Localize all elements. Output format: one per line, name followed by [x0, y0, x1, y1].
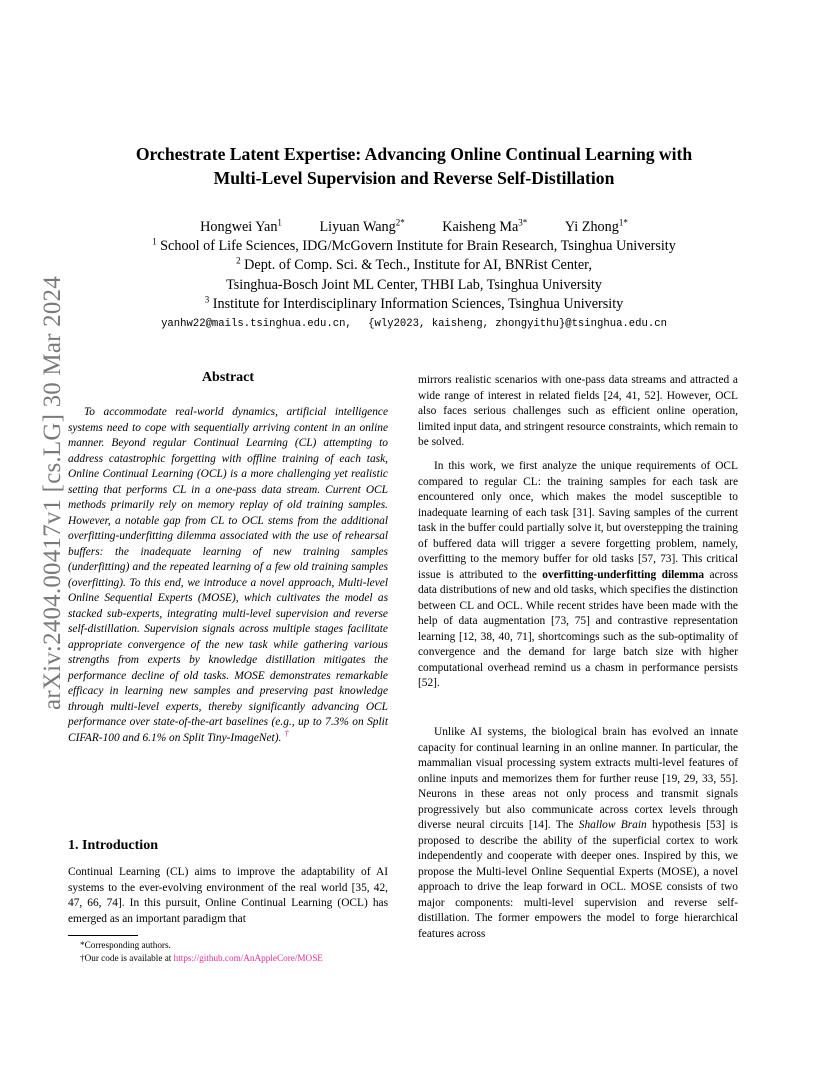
body-paragraph: Unlike AI systems, the biological brain has evolved an innate capacity for continual learning in an online manner. In particular, the mammalian visual processing system extracts multi-level features of online inputs and memorizes them for further reuse [19, 29, 33, 55]. Neurons in these areas not only process and transmit signals progressively but also communicate across cortex levels through diverse neural circuits [14]. The Shallow Brain hypothesis [53] is proposed to describe the ability of the superficial cortex to work independently and cooperate with deeper ones. Inspired by this, we propose the Multi-level Online Sequential Experts (MOSE), a novel approach to drive the leap forward in OCL. MOSE consists of two major components: multi-level supervision and reverse self-distillation. The former empowers the model to forge hierarchical features across: [418, 726, 738, 940]
title-line-2: Multi-Level Supervision and Reverse Self-Distillation: [213, 168, 615, 188]
email-first: yanhw22@mails.tsinghua.edu.cn,: [161, 318, 352, 330]
author: Liyuan Wang$^{2*}$: [319, 217, 405, 235]
section-heading-introduction: 1. Introduction: [68, 838, 158, 853]
abstract-heading: Abstract: [201, 370, 255, 385]
code-footnote-marker[interactable]: †: [284, 727, 289, 738]
affiliation: Tsinghua-Bosch Joint ML Center, THBI Lab, Tsinghua University: [226, 276, 602, 293]
affiliations: [60, 237, 768, 315]
author: Yi Zhong$^{1*}$: [564, 217, 628, 235]
intro-paragraph: Continual Learning (CL) aims to improve the adaptability of AI systems to the ever-evolving environment of the real world [35, 42, 47, 66, 74]. In this pursuit, Online Continual Learning (OCL) has emerged as an important paradigm that: [68, 866, 388, 925]
footnote-rule: [68, 935, 138, 936]
arxiv-identifier: arXiv:2404.00417v1 [cs.LG] 30 Mar 2024: [39, 276, 66, 710]
author: Kaisheng $Ma^{3*}$: [442, 217, 528, 235]
footnote-corresponding: *Corresponding authors.: [80, 940, 171, 950]
author-emails: [60, 318, 768, 330]
abstract-body: To accommodate real-world dynamics, artificial intelligence systems need to cope with sequentially arriving content in an online manner. Beyond regular Continual Learning (CL) attempting to address catastrophic forgetting with offline training of each task, Online Continual Learning (OCL) is a more challenging yet realistic setting that performs CL in a one-pass data stream. Current OCL methods primarily rely on memory replay of old training samples. However, a notable gap from CL to OCL stems from the additional overfitting-underfitting dilemma associated with the use of rehearsal buffers: the inadequate learning of new training samples (underfitting) and the repeated learning of a few old training samples (overfitting). To this end, we introduce a novel approach, Multi-level Online Sequential Experts (MOSE), which cultivates the model as stacked sub-experts, integrating multi-level supervision and reverse self-distillation. Supervision signals across multiple stages facilitate appropriate convergence of the new task while gathering various strengths from experts by knowledge distillation mitigates the performance decline of old tasks. MOSE demonstrates remarkable efficacy in learning new samples and preserving past knowledge through multi-level experts, thereby significantly advancing OCL performance over state-of-the-art baselines (e.g., up to 7.3% on Split CIFAR-100 and 6.1% on Split Tiny-ImageNet). †: [68, 406, 388, 744]
body-paragraph: mirrors realistic scenarios with one-pass data streams and attracted a wide range of interest in related fields [24, 41, 52]. However, OCL also faces serious challenges such as efficient online operation, limited input data, and stringent resource constraints, which remain to be solved.: [418, 374, 738, 448]
affiliation: $^1$ School of Life Sciences, IDG/McGovern Institute for Brain Research, Tsinghua University: [152, 236, 676, 254]
author-list: [60, 219, 768, 236]
email-second: {wly2023, kaisheng, zhongyithu}@tsinghua.edu.cn: [368, 318, 667, 330]
paper-title: [60, 142, 768, 190]
author: Hongwei Yan$^1$: [200, 217, 282, 235]
footnote-code: †Our code is available at https://github.com/AnAppleCore/MOSE: [80, 953, 323, 963]
title-line-1: Orchestrate Latent Expertise: Advancing Online Continual Learning with: [135, 144, 693, 164]
affiliation: $^3$ Institute for Interdisciplinary Information Sciences, Tsinghua University: [204, 294, 624, 313]
arxiv-stamp: [14, 240, 64, 710]
affiliation: $^2$ Dept. of Comp. Sci. & Tech., Institute for AI, BNRist Center,: [236, 255, 592, 274]
body-paragraph: In this work, we first analyze the unique requirements of OCL compared to regular CL: the training samples for each task are encountered only once, which makes the model susceptible to inadequate learning of each task [31]. Saving samples of the current task in the buffer could partially solve it, but overstepping the training of buffered data will trigger a severe forgetting problem, namely, overfitting to the memory buffer for old tasks [57, 73]. This critical issue is attributed to the overfitting-underfitting dilemma across data distributions of new and old tasks, which specifies the distinction between CL and OCL. While recent strides have been made with the help of data augmentation [73, 75] and contrastive representation learning [12, 38, 40, 71], shortcomings such as the sub-optimality of convergence and the demand for large batch size with higher computational overhead remind us a chasm in performance persists [52].: [418, 460, 738, 689]
code-link[interactable]: https://github.com/AnAppleCore/MOSE: [173, 953, 323, 963]
